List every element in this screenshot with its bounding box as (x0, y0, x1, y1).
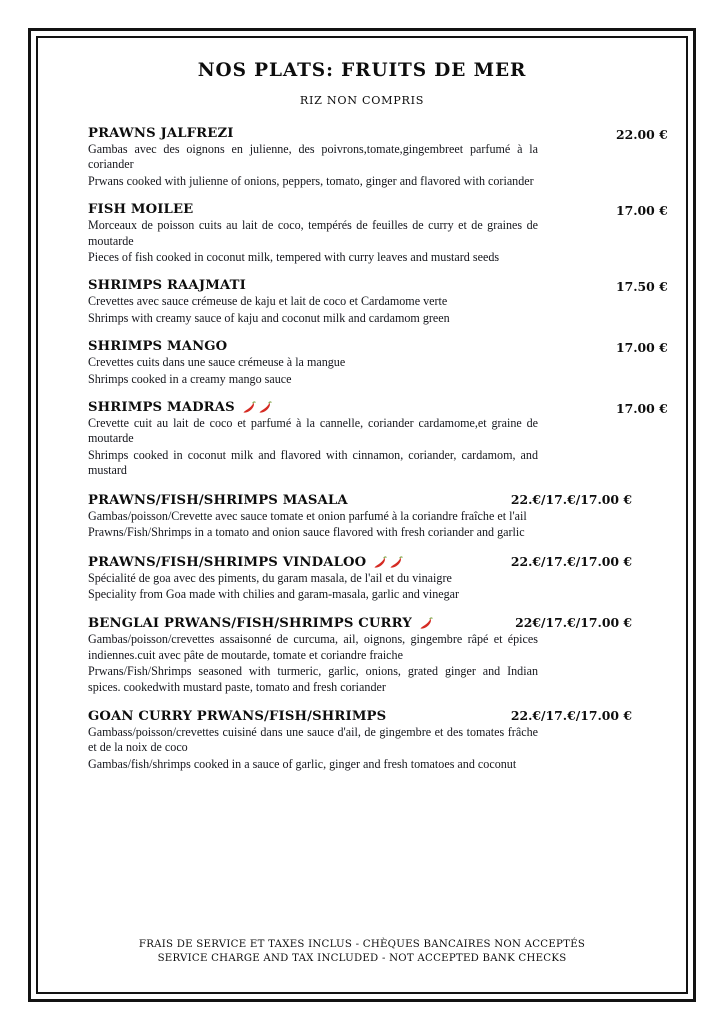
page-title: NOS PLATS: FRUITS DE MER (197, 60, 527, 81)
menu-item-description-fr: Gambas avec des oignons en julienne, des poivrons,tomate,gingembreet parfumé à la coriander (88, 142, 538, 172)
menu-item-header (88, 202, 668, 219)
menu-item-description-fr: Crevettes cuits dans une sauce crémeuse à la mangue (88, 355, 346, 370)
menu-item-description-en: Gambas/fish/shrimps cooked in a sauce of garlic, ginger and fresh tomatoes and coconut (88, 756, 517, 771)
chili-pepper-icon (242, 401, 257, 414)
menu-item (88, 554, 676, 603)
menu-item-name-wrap (88, 616, 434, 631)
menu-item-header (88, 278, 668, 295)
menu-item-name: BENGLAI PRWANS/FISH/SHRIMPS CURRY (88, 616, 412, 632)
spice-level-indicator (373, 556, 404, 569)
menu-item-description-en: Shrimps cooked in coconut milk and flavored with cinnamon, coriander, cardamom, and mustard (88, 447, 538, 478)
menu-item (88, 202, 676, 265)
menu-item-name-wrap (88, 493, 348, 508)
page-subtitle: RIZ NON COMPRIS (299, 94, 425, 107)
menu-item-name-wrap (88, 278, 246, 293)
menu-item-price: 17.00 € (616, 340, 668, 356)
menu-item-description-fr: Gambas/poisson/crevettes assaisonné de curcuma, ail, oignons, gingembre râpé et épices indiennes.cuit avec pâte de moutarde, tomate et coriandre fraiche (88, 632, 538, 662)
menu-item-name-wrap (88, 202, 193, 217)
footer-line-fr: FRAIS DE SERVICE ET TAXES INCLUS - CHÈQUES BANCAIRES NON ACCEPTÉS (138, 939, 586, 950)
menu-item-description-en: Prawns/Fish/Shrimps in a tomato and onion sauce flavored with fresh coriander and garlic (88, 525, 525, 540)
footer-line-en: SERVICE CHARGE AND TAX INCLUDED - NOT ACCEPTED BANK CHECKS (157, 953, 567, 964)
menu-item-header (88, 492, 632, 508)
menu-item-list (48, 126, 676, 772)
chili-pepper-icon (419, 617, 434, 630)
menu-item-price: 22.€/17.€/17.00 € (510, 553, 632, 569)
menu-item-description-fr: Gambass/poisson/crevettes cuisiné dans une sauce d'ail, de gingembre et des tomates frâche et de la noix de coco (88, 724, 538, 755)
menu-item-header (88, 554, 632, 570)
menu-item-name: SHRIMPS RAAJMATI (88, 278, 246, 294)
footer-notice (48, 938, 676, 966)
spice-level-indicator (242, 401, 273, 414)
menu-item-price: 22.€/17.€/17.00 € (510, 707, 632, 723)
menu-item-header (88, 615, 632, 631)
menu-item (88, 278, 676, 326)
menu-item-price: 17.00 € (616, 401, 668, 417)
menu-item (88, 339, 676, 387)
chili-pepper-icon (389, 556, 404, 569)
menu-item-description-en: Shrimps cooked in a creamy mango sauce (88, 371, 292, 386)
menu-item-description-fr: Crevettes avec sauce crémeuse de kaju et lait de coco et Cardamome verte (88, 294, 448, 309)
menu-item-header (88, 126, 668, 142)
menu-item-price: 17.50 € (616, 279, 668, 295)
menu-item-price: 22.€/17.€/17.00 € (510, 491, 632, 507)
menu-item-name: PRAWNS JALFREZI (88, 126, 234, 141)
menu-item (88, 126, 676, 189)
menu-item-description-fr: Spécialité de goa avec des piments, du garam masala, de l'ail et du vinaigre (88, 570, 452, 585)
menu-item-name: SHRIMPS MADRAS (88, 400, 235, 416)
menu-item (88, 400, 676, 479)
menu-item-header (88, 708, 632, 724)
menu-item-header (88, 400, 668, 417)
menu-item-name-wrap (88, 709, 386, 724)
menu-item-name-wrap (88, 126, 234, 141)
menu-item-description-en: Pieces of fish cooked in coconut milk, tempered with curry leaves and mustard seeds (88, 250, 500, 265)
spice-level-indicator (419, 617, 434, 630)
menu-item-price: 17.00 € (616, 203, 668, 219)
menu-item (88, 708, 676, 772)
menu-page (48, 46, 676, 984)
menu-item-header (88, 339, 668, 356)
chili-pepper-icon (373, 556, 388, 569)
menu-item-name: SHRIMPS MANGO (88, 339, 228, 355)
menu-item-description-fr: Gambas/poisson/Crevette avec sauce tomate et onion parfumé à la coriandre fraîche et l'ail (88, 508, 527, 523)
menu-item-description-fr: Morceaux de poisson cuits au lait de coco, tempérés de feuilles de curry et de graines de moutarde (88, 218, 538, 248)
menu-item (88, 492, 676, 541)
menu-item-description-fr: Crevette cuit au lait de coco et parfumé à la cannelle, coriander cardamome,et graine de moutarde (88, 416, 538, 446)
menu-item-description-en: Prwans cooked with julienne of onions, peppers, tomato, ginger and flavored with coriander (88, 173, 534, 188)
chili-pepper-icon (258, 401, 273, 414)
menu-item (88, 615, 676, 695)
menu-item-price: 22.00 € (616, 127, 668, 142)
menu-item-name: FISH MOILEE (88, 202, 194, 218)
menu-item-description-en: Prwans/Fish/Shrimps seasoned with turmeric, garlic, onions, grated ginger and Indian spices. cookedwith mustard paste, tomato and fresh coriander (88, 664, 538, 694)
menu-item-name-wrap (88, 555, 404, 570)
menu-item-name: PRAWNS/FISH/SHRIMPS MASALA (88, 492, 348, 508)
menu-item-name-wrap (88, 400, 273, 415)
menu-item-name: PRAWNS/FISH/SHRIMPS VINDALOO (88, 554, 367, 570)
menu-item-price: 22€/17.€/17.00 € (515, 615, 632, 631)
menu-item-name-wrap (88, 339, 227, 354)
menu-item-description-en: Speciality from Goa made with chilies and garam-masala, garlic and vinegar (88, 586, 460, 601)
menu-item-description-en: Shrimps with creamy sauce of kaju and coconut milk and cardamom green (88, 310, 450, 325)
menu-item-name: GOAN CURRY PRWANS/FISH/SHRIMPS (88, 708, 387, 724)
